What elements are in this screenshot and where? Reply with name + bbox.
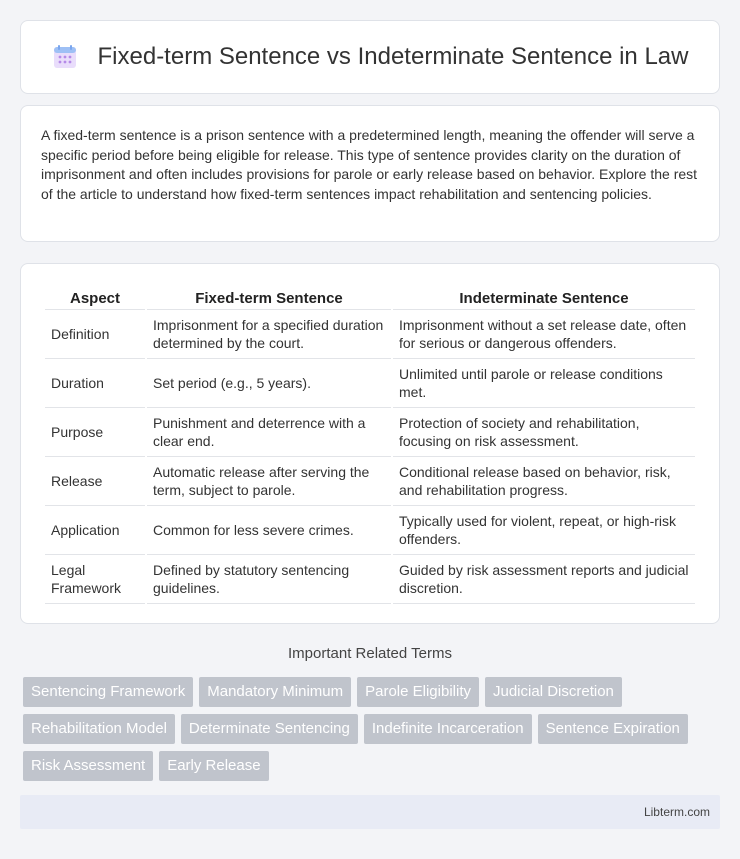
footer [20, 795, 720, 829]
header-fixed-term: Fixed-term Sentence [147, 284, 391, 310]
comparison-table [43, 284, 697, 604]
header-indeterminate: Indeterminate Sentence [393, 284, 695, 310]
table-row [45, 408, 695, 457]
fixed-term-cell: Defined by statutory sentencing guidelines. [147, 555, 391, 604]
related-term-tag[interactable]: Sentencing Framework [23, 677, 193, 707]
indeterminate-cell: Imprisonment without a set release date, often for serious or dangerous offenders. [393, 310, 695, 359]
aspect-cell: Application [45, 506, 145, 555]
indeterminate-cell: Guided by risk assessment reports and judicial discretion. [393, 555, 695, 604]
table-header-row [45, 284, 695, 310]
aspect-cell: Duration [45, 359, 145, 408]
related-term-tag[interactable]: Parole Eligibility [357, 677, 479, 707]
related-term-tag[interactable]: Rehabilitation Model [23, 714, 175, 744]
fixed-term-cell: Set period (e.g., 5 years). [147, 359, 391, 408]
indeterminate-cell: Typically used for violent, repeat, or high-risk offenders. [393, 506, 695, 555]
intro-card [20, 105, 720, 242]
indeterminate-cell: Conditional release based on behavior, risk, and rehabilitation progress. [393, 457, 695, 506]
header-aspect: Aspect [45, 284, 145, 310]
aspect-cell: Release [45, 457, 145, 506]
table-row [45, 457, 695, 506]
title-card [20, 20, 720, 94]
table-row [45, 555, 695, 604]
related-term-tag[interactable]: Sentence Expiration [538, 714, 688, 744]
aspect-cell: Definition [45, 310, 145, 359]
indeterminate-cell: Protection of society and rehabilitation, focusing on risk assessment. [393, 408, 695, 457]
aspect-cell: Legal Framework [45, 555, 145, 604]
indeterminate-cell: Unlimited until parole or release conditions met. [393, 359, 695, 408]
related-term-tag[interactable]: Determinate Sentencing [181, 714, 358, 744]
table-row [45, 359, 695, 408]
table-row [45, 310, 695, 359]
intro-paragraph: A fixed-term sentence is a prison sentence with a predetermined length, meaning the offender will serve a specific period before being eligible for release. This type of sentence provides clarity on the duration of imprisonment and often includes provisions for parole or early release based on behavior. Explore the rest of the article to understand how fixed-term sentences impact rehabilitation and sentencing policies. [41, 127, 698, 202]
related-term-tag[interactable]: Risk Assessment [23, 751, 153, 781]
related-term-tag[interactable]: Mandatory Minimum [199, 677, 351, 707]
aspect-cell: Purpose [45, 408, 145, 457]
page-title: Fixed-term Sentence vs Indeterminate Sentence in Law [97, 43, 689, 70]
fixed-term-cell: Common for less severe crimes. [147, 506, 391, 555]
calendar-icon [52, 44, 78, 70]
fixed-term-cell: Automatic release after serving the term, subject to parole. [147, 457, 391, 506]
related-terms-heading: Important Related Terms [288, 645, 452, 662]
related-term-tag[interactable]: Indefinite Incarceration [364, 714, 532, 744]
related-term-tag[interactable]: Early Release [159, 751, 268, 781]
fixed-term-cell: Imprisonment for a specified duration determined by the court. [147, 310, 391, 359]
related-term-tag[interactable]: Judicial Discretion [485, 677, 622, 707]
table-row [45, 506, 695, 555]
footer-site-link[interactable]: Libterm.com [643, 805, 710, 819]
related-terms-list [23, 677, 723, 781]
comparison-card [20, 263, 720, 624]
fixed-term-cell: Punishment and deterrence with a clear end. [147, 408, 391, 457]
